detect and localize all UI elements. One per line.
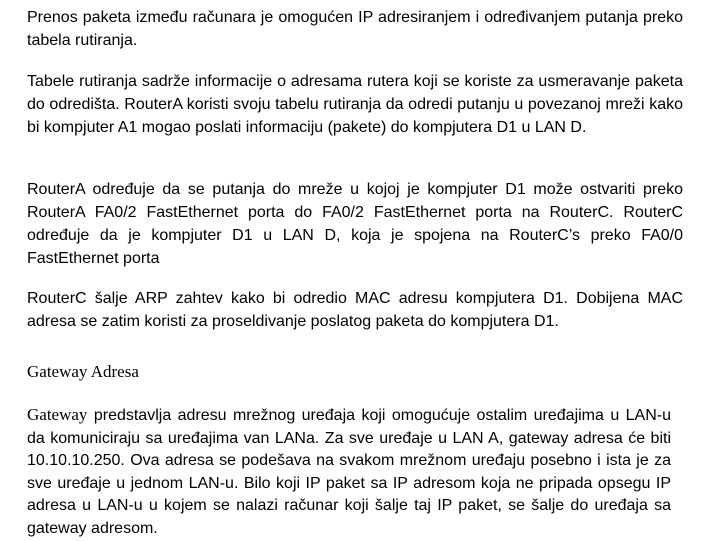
paragraph-routera-path: RouterA određuje da se putanja do mreže u kojoj je kompjuter D1 može ostvariti preko RouterA FA0/2 FastEthernet porta do FA0/2 FastEthernet porta na RouterC. RouterC određuje da je kompjuter D1 u LAN D, koja je spojena na RouterC’s preko FA0/0 FastEthernet porta — [27, 181, 683, 267]
paragraph-routing-tables: Tabele rutiranja sadrže informacije o adresama rutera koji se koriste za usmeravanje paketa do odredišta. RouterA koristi svoju tabelu rutiranja da odredi putanju u povezanoj mreži kako bi kompjuter A1 mogao poslati informaciju (pakete) do kompjutera D1 u LAN D. — [27, 73, 683, 136]
gateway-definition-text: predstavlja adresu mrežnog uređaja koji omogućuje ostalim uređajima u LAN-u da komuniciraju sa uređajima van LANa. Za sve uređaje u LAN A, gateway adresa će biti 10.10.10.250. Ova adresa se podešava na svakom mrežnom uređaju posebno i ista je za sve uređaje u jednom LAN-u. Bilo koji IP paket sa IP adresom koja ne pripada opsegu IP adresa u LAN-u u kojem se nalazi računar koji šalje taj IP paket, se šalje do uređaja sa gateway adresom. — [27, 407, 671, 537]
gateway-term: Gateway — [27, 405, 88, 424]
paragraph-arp-request: RouterC šalje ARP zahtev kako bi odredio MAC adresu kompjutera D1. Dobijena MAC adresa se zatim koristi za proseldivanje poslatog paketa do kompjutera D1. — [27, 290, 683, 330]
section-heading-gateway: Gateway Adresa — [27, 362, 139, 381]
paragraph-ip-routing-intro: Prenos paketa između računara je omogućen IP adresiranjem i određivanjem putanja preko tabela rutiranja. — [27, 9, 683, 49]
paragraph-gateway-definition — [27, 404, 671, 541]
